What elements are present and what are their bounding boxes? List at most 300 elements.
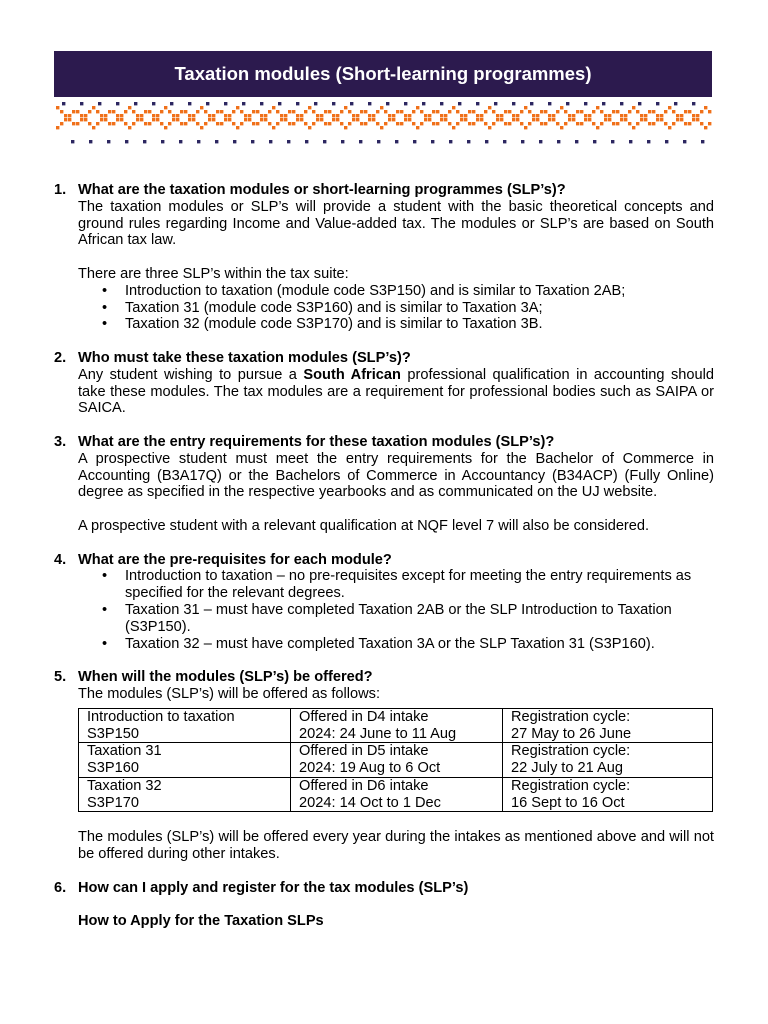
pattern-square xyxy=(296,114,299,117)
pattern-square xyxy=(172,118,175,121)
pattern-square xyxy=(432,122,435,125)
pattern-square xyxy=(228,114,231,117)
pattern-square xyxy=(292,122,295,125)
pattern-square xyxy=(233,140,236,143)
pattern-square xyxy=(80,114,83,117)
pattern-square xyxy=(328,110,331,113)
list-item: • Introduction to taxation – no pre-requisites except for meeting the entry requirements as specified for the relevant degrees. xyxy=(78,568,714,602)
table-cell: Offered in D5 intake 2024: 19 Aug to 6 Oct xyxy=(291,743,503,778)
list-item: • Introduction to taxation (module code S3P150) and is similar to Taxation 2AB; xyxy=(78,283,714,300)
pattern-square xyxy=(232,110,235,113)
pattern-square xyxy=(256,122,259,125)
pattern-square xyxy=(180,110,183,113)
pattern-square xyxy=(640,114,643,117)
decorative-pattern xyxy=(54,100,714,146)
question-5 xyxy=(54,669,714,686)
pattern-square xyxy=(320,118,323,121)
pattern-square xyxy=(500,118,503,121)
paragraph: The modules (SLP’s) will be offered every year during the intakes as mentioned above and will not be offered during other intakes. xyxy=(78,829,714,863)
pattern-square xyxy=(480,114,483,117)
pattern-square xyxy=(516,118,519,121)
pattern-square xyxy=(488,106,491,109)
pattern-square xyxy=(665,140,668,143)
pattern-square xyxy=(308,106,311,109)
pattern-square xyxy=(684,122,687,125)
page-title-text: Taxation modules (Short-learning programmes) xyxy=(174,63,592,84)
pattern-square xyxy=(476,102,479,105)
pattern-square xyxy=(368,102,371,105)
pattern-square xyxy=(314,102,317,105)
pattern-square xyxy=(392,114,395,117)
pattern-square xyxy=(188,102,191,105)
question-4 xyxy=(54,552,714,569)
pattern-square xyxy=(304,122,307,125)
pattern-square xyxy=(404,114,407,117)
pattern-square xyxy=(644,114,647,117)
pattern-square xyxy=(620,102,623,105)
pattern-square xyxy=(468,122,471,125)
pattern-square xyxy=(611,140,614,143)
pattern-square xyxy=(100,118,103,121)
pattern-square xyxy=(588,114,591,117)
pattern-square xyxy=(360,110,363,113)
pattern-square xyxy=(268,110,271,113)
pattern-square xyxy=(656,114,659,117)
pattern-square xyxy=(416,106,419,109)
pattern-square xyxy=(184,110,187,113)
pattern-square xyxy=(596,106,599,109)
pattern-square xyxy=(412,122,415,125)
pattern-square xyxy=(580,122,583,125)
pattern-square xyxy=(568,118,571,121)
pattern-square xyxy=(516,114,519,117)
pattern-square xyxy=(376,122,379,125)
pattern-square xyxy=(197,140,200,143)
pattern-square xyxy=(224,118,227,121)
pattern-square xyxy=(312,110,315,113)
pattern-square xyxy=(372,118,375,121)
pattern-square xyxy=(668,106,671,109)
pattern-square xyxy=(132,110,135,113)
pattern-square xyxy=(580,110,583,113)
pattern-square xyxy=(340,110,343,113)
pattern-square xyxy=(200,106,203,109)
pattern-square xyxy=(212,118,215,121)
pattern-square xyxy=(392,118,395,121)
pattern-square xyxy=(84,114,87,117)
pattern-square xyxy=(152,114,155,117)
pattern-square xyxy=(512,102,515,105)
pattern-square xyxy=(160,122,163,125)
list-item: • Taxation 32 (module code S3P170) and is similar to Taxation 3B. xyxy=(78,316,714,333)
pattern-square xyxy=(440,114,443,117)
pattern-square xyxy=(440,118,443,121)
paragraph: A prospective student with a relevant qualification at NQF level 7 will also be considered. xyxy=(78,517,650,534)
pattern-square xyxy=(300,118,303,121)
pattern-square xyxy=(572,118,575,121)
pattern-square xyxy=(460,118,463,121)
pattern-square xyxy=(172,114,175,117)
pattern-square xyxy=(584,118,587,121)
pattern-square xyxy=(168,110,171,113)
question-heading: When will the modules (SLP’s) be offered? xyxy=(78,669,373,686)
schedule-table xyxy=(78,708,713,813)
pattern-square xyxy=(336,114,339,117)
pattern-square xyxy=(204,110,207,113)
pattern-square xyxy=(132,122,135,125)
pattern-square xyxy=(92,106,95,109)
pattern-square xyxy=(100,114,103,117)
pattern-square xyxy=(360,122,363,125)
pattern-square xyxy=(340,122,343,125)
bullet-list xyxy=(78,568,714,652)
question-6 xyxy=(54,880,714,897)
pattern-square xyxy=(170,102,173,105)
pattern-square xyxy=(488,126,491,129)
question-heading: What are the entry requirements for these taxation modules (SLP’s)? xyxy=(78,433,555,450)
pattern-square xyxy=(628,122,631,125)
pattern-square xyxy=(480,118,483,121)
pattern-square xyxy=(576,110,579,113)
pattern-square xyxy=(332,114,335,117)
pattern-square xyxy=(296,102,299,105)
pattern-square xyxy=(104,114,107,117)
pattern-square xyxy=(408,114,411,117)
pattern-square xyxy=(428,118,431,121)
pattern-square xyxy=(708,122,711,125)
pattern-square xyxy=(512,114,515,117)
pattern-square xyxy=(458,102,461,105)
pattern-square xyxy=(496,118,499,121)
pattern-square xyxy=(395,140,398,143)
pattern-square xyxy=(612,122,615,125)
pattern-square xyxy=(647,140,650,143)
pattern-square xyxy=(125,140,128,143)
pattern-square xyxy=(452,126,455,129)
pattern-square xyxy=(467,140,470,143)
pattern-square xyxy=(560,106,563,109)
table-row xyxy=(79,708,713,743)
pattern-square xyxy=(484,122,487,125)
pattern-square xyxy=(428,114,431,117)
pattern-square xyxy=(248,118,251,121)
pattern-square xyxy=(264,118,267,121)
pattern-square xyxy=(288,122,291,125)
pattern-square xyxy=(413,140,416,143)
pattern-square xyxy=(344,106,347,109)
pattern-square xyxy=(144,110,147,113)
pattern-square xyxy=(704,126,707,129)
pattern-square xyxy=(352,118,355,121)
pattern-square xyxy=(548,114,551,117)
pattern-square xyxy=(128,106,131,109)
pattern-square xyxy=(503,140,506,143)
pattern-square xyxy=(396,110,399,113)
pattern-square xyxy=(648,110,651,113)
pattern-square xyxy=(348,110,351,113)
pattern-square xyxy=(576,122,579,125)
pattern-square xyxy=(524,126,527,129)
pattern-square xyxy=(116,102,119,105)
pattern-square xyxy=(400,122,403,125)
pattern-square xyxy=(674,102,677,105)
pattern-square xyxy=(260,118,263,121)
pattern-square xyxy=(444,118,447,121)
pattern-square xyxy=(612,110,615,113)
pattern-square xyxy=(540,122,543,125)
pattern-square xyxy=(68,114,71,117)
pattern-square xyxy=(164,126,167,129)
pattern-square xyxy=(64,118,67,121)
pattern-square xyxy=(64,114,67,117)
pattern-square xyxy=(484,110,487,113)
pattern-square xyxy=(236,106,239,109)
pattern-square xyxy=(476,114,479,117)
table-cell: Taxation 31 S3P160 xyxy=(79,743,291,778)
pattern-square xyxy=(164,106,167,109)
pattern-square xyxy=(432,110,435,113)
question-number: 1. xyxy=(54,182,67,198)
pattern-square xyxy=(636,110,639,113)
pattern-square xyxy=(260,102,263,105)
pattern-square xyxy=(60,110,63,113)
pattern-square xyxy=(384,110,387,113)
list-item: • Taxation 31 – must have completed Taxation 2AB or the SLP Introduction to Taxation (S3P150). xyxy=(78,602,714,636)
pattern-square xyxy=(324,110,327,113)
pattern-square xyxy=(544,122,547,125)
pattern-square xyxy=(220,110,223,113)
pattern-square xyxy=(624,114,627,117)
pattern-square xyxy=(456,110,459,113)
pattern-square xyxy=(700,110,703,113)
pattern-square xyxy=(564,122,567,125)
pattern-square xyxy=(80,102,83,105)
pattern-square xyxy=(143,140,146,143)
paragraph: There are three SLP’s within the tax suite: xyxy=(78,265,349,282)
pattern-square xyxy=(644,118,647,121)
pattern-square xyxy=(264,114,267,117)
pattern-square xyxy=(492,110,495,113)
pattern-square xyxy=(140,118,143,121)
pattern-square xyxy=(552,118,555,121)
emphasis-text: South African xyxy=(303,366,401,383)
pattern-square xyxy=(464,114,467,117)
pattern-square xyxy=(380,106,383,109)
pattern-square xyxy=(600,110,603,113)
pattern-square xyxy=(701,140,704,143)
pattern-square xyxy=(120,114,123,117)
table-cell: Offered in D4 intake 2024: 24 June to 11 Aug xyxy=(291,708,503,743)
pattern-square xyxy=(684,110,687,113)
pattern-square xyxy=(84,118,87,121)
pattern-square xyxy=(288,110,291,113)
pattern-square xyxy=(532,114,535,117)
pattern-square xyxy=(420,122,423,125)
pattern-square xyxy=(144,122,147,125)
pattern-square xyxy=(332,118,335,121)
pattern-square xyxy=(192,118,195,121)
pattern-square xyxy=(280,114,283,117)
document-content xyxy=(54,182,714,930)
pattern-square xyxy=(638,102,641,105)
pattern-square xyxy=(416,126,419,129)
pattern-square xyxy=(520,110,523,113)
pattern-square xyxy=(544,110,547,113)
pattern-square xyxy=(300,114,303,117)
pattern-square xyxy=(539,140,542,143)
pattern-square xyxy=(656,102,659,105)
pattern-square xyxy=(593,140,596,143)
pattern-square xyxy=(98,102,101,105)
pattern-square xyxy=(592,110,595,113)
pattern-square xyxy=(388,118,391,121)
pattern-square xyxy=(76,110,79,113)
paragraph: The modules (SLP’s) will be offered as follows: xyxy=(78,685,381,702)
pattern-square xyxy=(71,140,74,143)
pattern-square xyxy=(184,122,187,125)
pattern-square xyxy=(284,114,287,117)
pattern-square xyxy=(680,114,683,117)
pattern-square xyxy=(72,122,75,125)
pattern-square xyxy=(604,114,607,117)
pattern-square xyxy=(60,122,63,125)
table-row xyxy=(79,743,713,778)
pattern-square xyxy=(602,102,605,105)
bullet-list xyxy=(78,283,714,333)
pattern-square xyxy=(352,114,355,117)
pattern-square xyxy=(412,110,415,113)
pattern-square xyxy=(532,118,535,121)
pattern-square xyxy=(460,114,463,117)
pattern-square xyxy=(308,126,311,129)
pattern-square xyxy=(304,110,307,113)
pattern-square xyxy=(575,140,578,143)
pattern-square xyxy=(424,114,427,117)
pattern-square xyxy=(568,114,571,117)
pattern-square xyxy=(530,102,533,105)
pattern-square xyxy=(436,110,439,113)
pattern-square xyxy=(680,118,683,121)
pattern-square xyxy=(456,122,459,125)
question-2 xyxy=(54,350,714,367)
pattern-square xyxy=(359,140,362,143)
pattern-square xyxy=(408,118,411,121)
question-number: 3. xyxy=(54,433,67,450)
pattern-square xyxy=(208,118,211,121)
pattern-square xyxy=(204,122,207,125)
pattern-square xyxy=(320,114,323,117)
pattern-square xyxy=(431,140,434,143)
pattern-square xyxy=(268,122,271,125)
pattern-square xyxy=(422,102,425,105)
pattern-square xyxy=(566,102,569,105)
pattern-square xyxy=(404,102,407,105)
question-heading: What are the pre-requisites for each module? xyxy=(78,551,392,568)
pattern-square xyxy=(200,126,203,129)
pattern-square xyxy=(600,122,603,125)
pattern-square xyxy=(112,110,115,113)
pattern-square xyxy=(448,110,451,113)
pattern-square xyxy=(632,106,635,109)
pattern-square xyxy=(424,118,427,121)
pattern-square xyxy=(592,122,595,125)
pattern-square xyxy=(504,110,507,113)
pattern-square xyxy=(168,122,171,125)
pattern-square xyxy=(700,122,703,125)
pattern-square xyxy=(316,118,319,121)
pattern-square xyxy=(196,110,199,113)
pattern-square xyxy=(368,118,371,121)
pattern-square xyxy=(216,122,219,125)
pattern-square xyxy=(269,140,272,143)
pattern-square xyxy=(156,118,159,121)
pattern-square xyxy=(160,110,163,113)
pattern-square xyxy=(688,122,691,125)
pattern-square xyxy=(56,126,59,129)
pattern-square xyxy=(620,118,623,121)
pattern-square xyxy=(524,106,527,109)
pattern-square xyxy=(616,110,619,113)
pattern-square xyxy=(116,114,119,117)
pattern-square xyxy=(521,140,524,143)
pattern-square xyxy=(468,110,471,113)
pattern-square xyxy=(240,122,243,125)
pattern-square xyxy=(188,118,191,121)
pattern-square xyxy=(636,122,639,125)
pattern-square xyxy=(140,114,143,117)
pattern-square xyxy=(248,114,251,117)
pattern-square xyxy=(664,122,667,125)
paragraph: Any student wishing to pursue a South African professional qualification in accounting should take these modules. The tax modules are a requirement for professional bodies such as SAIPA or SAICA. xyxy=(78,366,714,417)
pattern-square xyxy=(496,114,499,117)
table-cell: Offered in D6 intake 2024: 14 Oct to 1 Dec xyxy=(291,777,503,812)
pattern-square xyxy=(276,110,279,113)
pattern-square xyxy=(292,110,295,113)
pattern-square xyxy=(332,102,335,105)
table-cell: Taxation 32 S3P170 xyxy=(79,777,291,812)
question-3 xyxy=(54,434,714,451)
pattern-square xyxy=(692,102,695,105)
pattern-square xyxy=(640,118,643,121)
pattern-square xyxy=(220,122,223,125)
pattern-square xyxy=(552,114,555,117)
pattern-square xyxy=(629,140,632,143)
pattern-square xyxy=(224,102,227,105)
pattern-square xyxy=(464,118,467,121)
pattern-square xyxy=(632,126,635,129)
pattern-square xyxy=(520,122,523,125)
pattern-square xyxy=(242,102,245,105)
pattern-square xyxy=(96,122,99,125)
pattern-square xyxy=(608,118,611,121)
pattern-square xyxy=(176,118,179,121)
pattern-square xyxy=(664,110,667,113)
pattern-square xyxy=(72,110,75,113)
pattern-square xyxy=(449,140,452,143)
pattern-square xyxy=(560,126,563,129)
pattern-square xyxy=(683,140,686,143)
pattern-square xyxy=(196,122,199,125)
pattern-square xyxy=(704,106,707,109)
pattern-square xyxy=(176,114,179,117)
paragraph: A prospective student must meet the entry requirements for the Bachelor of Commerce in Accounting (B3A17Q) or the Bachelors of Commerce in Accountancy (B34ACP) (Fully Online) degree as specified in the respective yearbooks and as communicated on the UJ website. xyxy=(78,450,714,501)
pattern-square xyxy=(136,118,139,121)
pattern-square xyxy=(386,102,389,105)
question-number: 6. xyxy=(54,879,67,896)
pattern-square xyxy=(296,118,299,121)
pattern-square xyxy=(504,122,507,125)
pattern-square xyxy=(336,118,339,121)
